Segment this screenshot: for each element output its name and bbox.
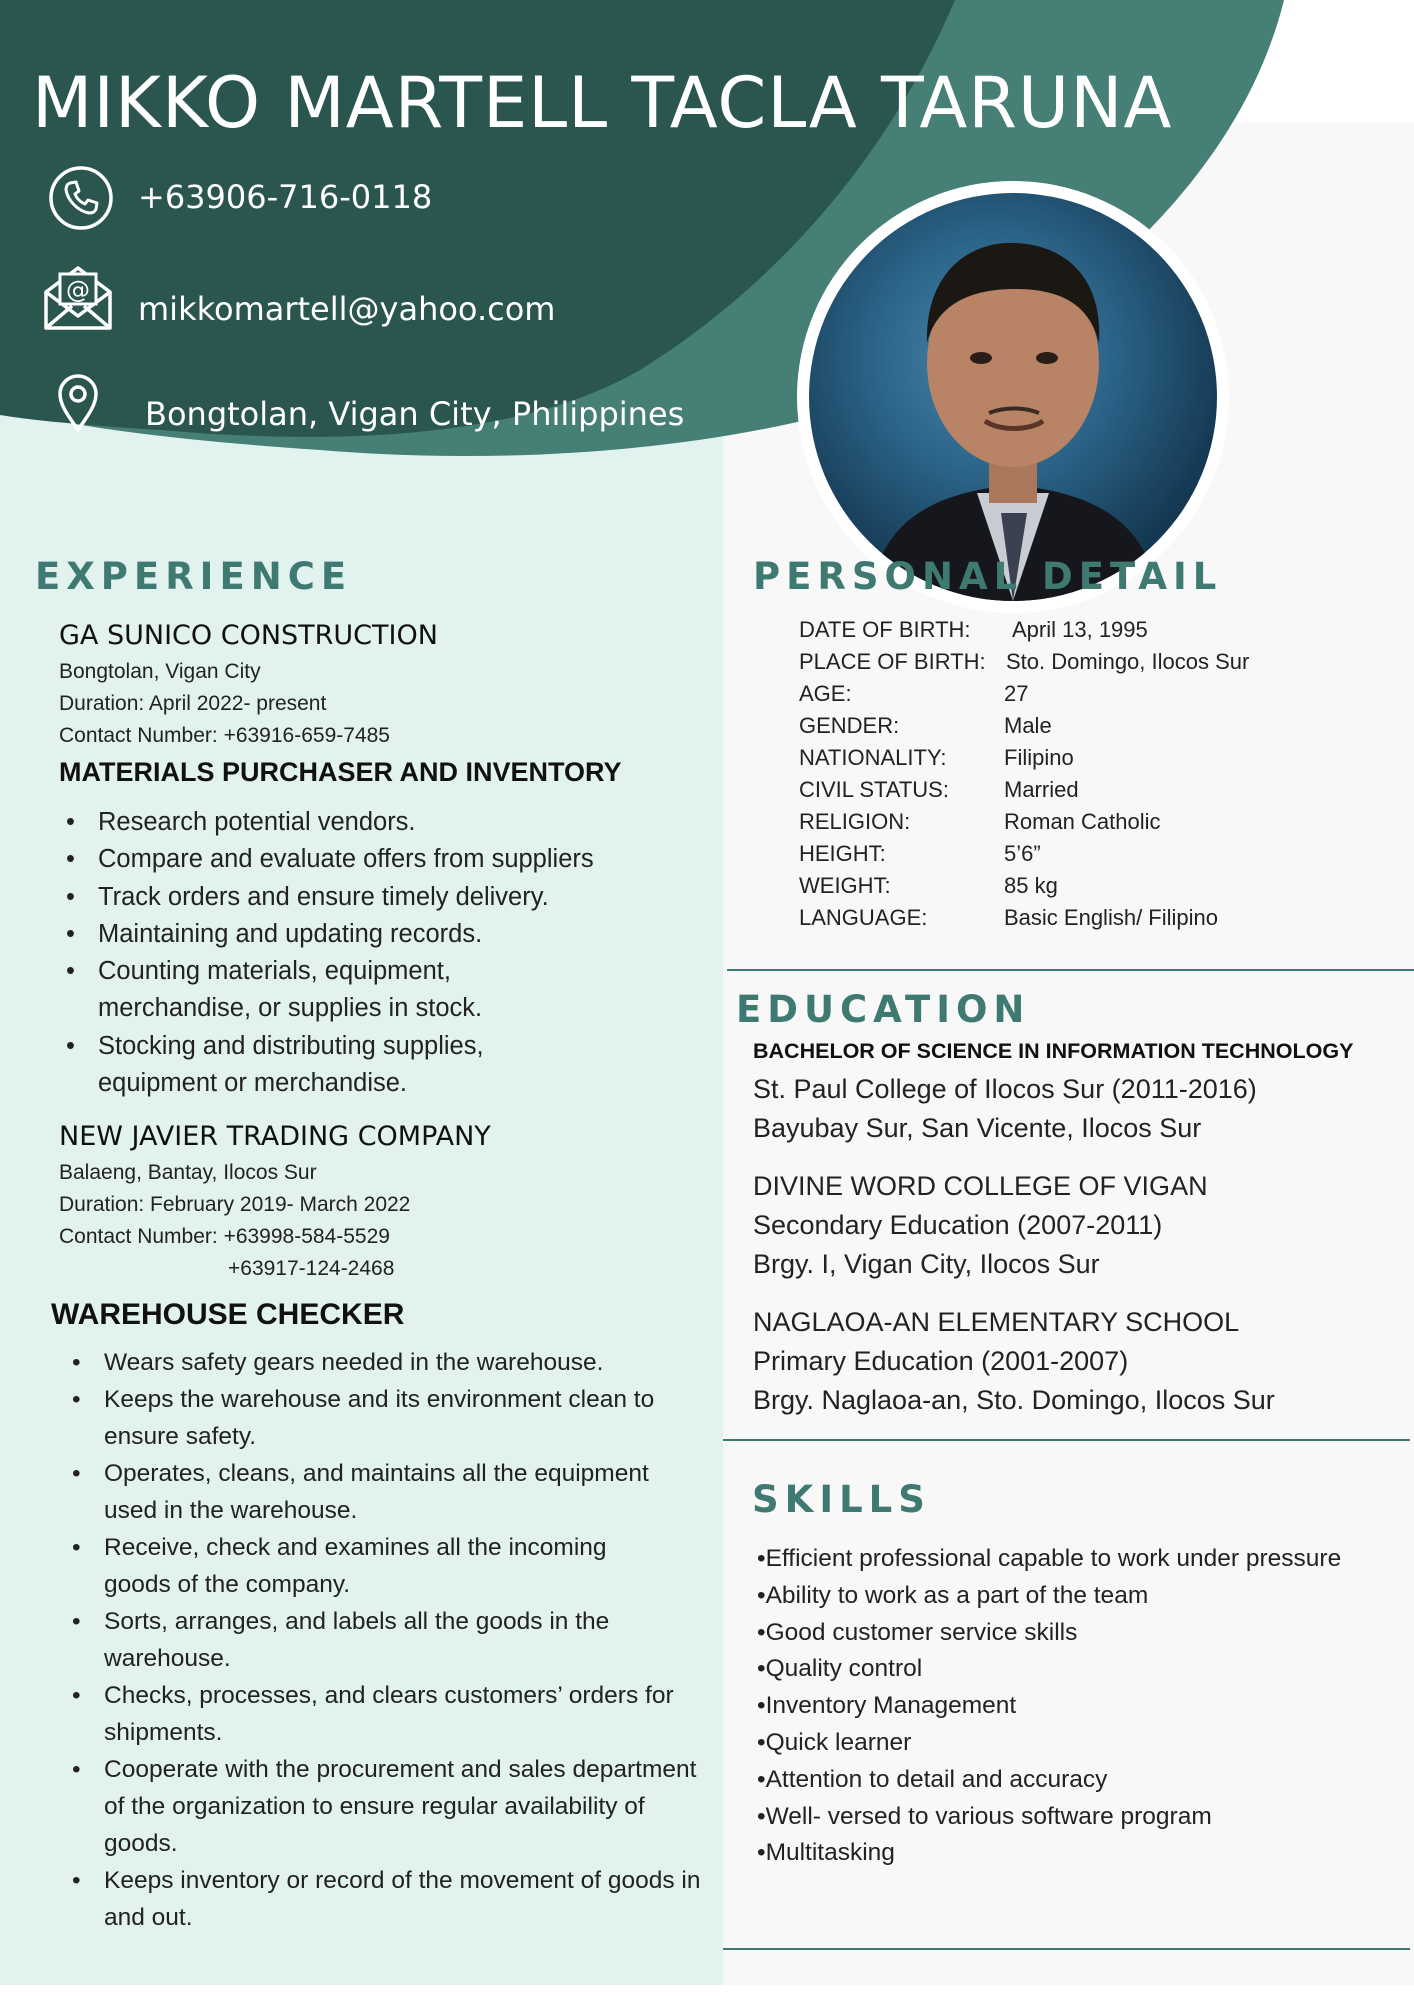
phone-number: +63906-716-0118 [138,178,433,216]
job-2-contact: Contact Number: +63998-584-5529 [59,1225,390,1248]
list-item: • Receive, check and examines all the incoming goods of the company. [66,1529,664,1603]
list-item: • Track orders and ensure timely delivery. [60,879,680,916]
list-item: • Wears safety gears needed in the warehouse. [66,1344,706,1381]
job-1-duties-list [60,804,680,1102]
pd-value: Married [1004,777,1079,802]
experience-heading: EXPERIENCE [35,555,353,598]
list-item: • Counting materials, equipment, merchandise, or supplies in stock. [60,953,528,1028]
list-item: •Ability to work as a part of the team [757,1581,1149,1609]
email-icon [42,260,114,332]
secondary-level: Secondary Education (2007-2011) [753,1210,1163,1240]
primary-school-name: NAGLAOA-AN ELEMENTARY SCHOOL [753,1307,1240,1337]
secondary-school-name: DIVINE WORD COLLEGE OF VIGAN [753,1171,1208,1201]
pd-label: PLACE OF BIRTH: [799,649,986,674]
list-item: •Quick learner [757,1728,912,1756]
personal-detail-heading: PERSONAL DETAIL [753,555,1223,598]
pd-label: WEIGHT: [799,873,891,898]
list-item: •Multitasking [757,1839,895,1867]
pd-label: AGE: [799,681,852,706]
list-item: •Efficient professional capable to work under pressure [757,1545,1342,1572]
pd-label: GENDER: [799,713,900,738]
skills-list [757,1541,1341,1872]
section-divider [727,969,1414,971]
job-1-position: MATERIALS PURCHASER AND INVENTORY [59,757,622,787]
job-1-duration: Duration: April 2022- present [59,692,327,715]
list-item: • Sorts, arranges, and labels all the goods in the warehouse. [66,1603,704,1677]
profile-photo [809,193,1217,601]
candidate-name: MIKKO MARTELL TACLA TARUNA [32,62,1173,144]
list-item: •Well- versed to various software program [757,1802,1212,1830]
section-divider [723,1439,1410,1441]
job-1-contact: Contact Number: +63916-659-7485 [59,724,390,747]
section-divider [723,1948,1410,1950]
job-1-company: GA SUNICO CONSTRUCTION [59,620,438,651]
job-2-company: NEW JAVIER TRADING COMPANY [59,1121,491,1152]
education-heading: EDUCATION [736,988,1031,1031]
email-address: mikkomartell@yahoo.com [138,290,556,328]
list-item: • Cooperate with the procurement and sales department of the organization to ensure regular availability of goods. [66,1751,706,1862]
job-2-position: WAREHOUSE CHECKER [51,1298,405,1331]
list-item: • Operates, cleans, and maintains all the equipment used in the warehouse. [66,1455,706,1529]
phone-icon [48,165,114,231]
college-address: Bayubay Sur, San Vicente, Ilocos Sur [753,1113,1202,1143]
job-1-location: Bongtolan, Vigan City [59,660,261,683]
location-pin-icon [56,372,100,434]
skills-heading: SKILLS [752,1478,931,1521]
pd-value: Filipino [1004,745,1074,770]
pd-value: 5’6” [1004,841,1041,866]
primary-level: Primary Education (2001-2007) [753,1346,1129,1376]
pd-label: CIVIL STATUS: [799,777,949,802]
list-item: •Attention to detail and accuracy [757,1765,1108,1793]
home-address: Bongtolan, Vigan City, Philippines [145,395,685,433]
pd-label: RELIGION: [799,809,911,834]
list-item: • Stocking and distributing supplies, equipment or merchandise. [60,1028,558,1103]
list-item: • Compare and evaluate offers from suppliers [60,841,680,878]
job-2-duties-list [66,1344,706,1936]
pd-value: Basic English/ Filipino [1004,905,1218,930]
pd-value: 85 kg [1004,873,1058,898]
degree-title: BACHELOR OF SCIENCE IN INFORMATION TECHNOLOGY [753,1039,1354,1063]
pd-value: 27 [1004,681,1029,706]
list-item: • Keeps the warehouse and its environment clean to ensure safety. [66,1381,706,1455]
secondary-address: Brgy. I, Vigan City, Ilocos Sur [753,1249,1100,1279]
svg-text:@: @ [66,276,90,304]
pd-label: NATIONALITY: [799,745,947,770]
list-item: • Research potential vendors. [60,804,680,841]
pd-value: Sto. Domingo, Ilocos Sur [1006,649,1250,674]
pd-label: DATE OF BIRTH: [799,617,971,642]
job-2-location: Balaeng, Bantay, Ilocos Sur [59,1161,317,1184]
pd-value: Male [1004,713,1052,738]
job-2-contact-secondary: +63917-124-2468 [228,1257,395,1280]
list-item: • Checks, processes, and clears customers’ orders for shipments. [66,1677,706,1751]
college-name: St. Paul College of Ilocos Sur (2011-2016) [753,1074,1257,1104]
list-item: •Good customer service skills [757,1618,1078,1646]
list-item: •Inventory Management [757,1692,1017,1720]
primary-address: Brgy. Naglaoa-an, Sto. Domingo, Ilocos Sur [753,1385,1275,1415]
list-item: • Keeps inventory or record of the movement of goods in and out. [66,1862,704,1936]
pd-value: Roman Catholic [1004,809,1161,834]
list-item: •Quality control [757,1655,923,1683]
pd-label: HEIGHT: [799,841,886,866]
list-item: • Maintaining and updating records. [60,916,680,953]
pd-value: April 13, 1995 [1012,617,1148,642]
job-2-duration: Duration: February 2019- March 2022 [59,1193,411,1216]
pd-label: LANGUAGE: [799,905,928,930]
